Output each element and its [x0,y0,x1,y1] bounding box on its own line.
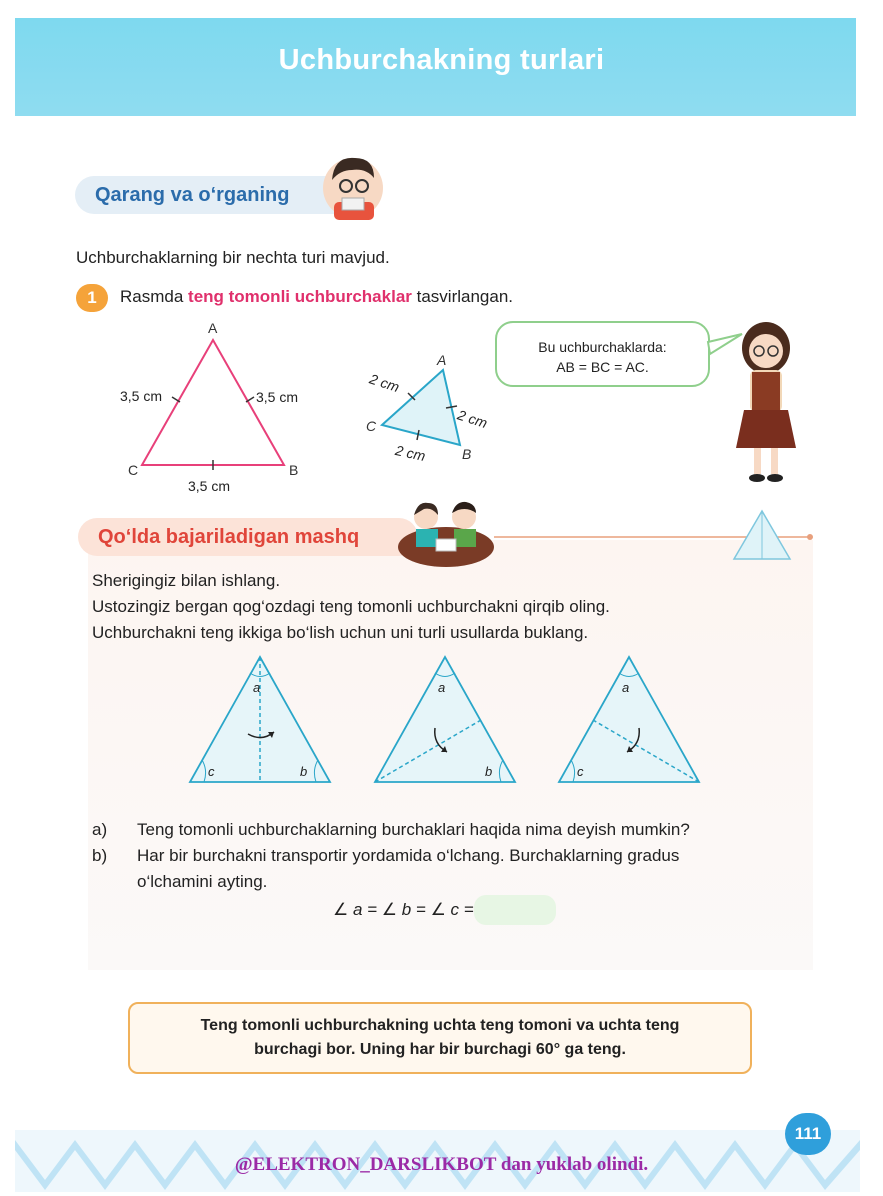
summary-line1: Teng tomonli uchburchakning uchta teng tomoni va uchta teng [200,1017,680,1034]
look-and-learn-heading [75,176,360,214]
equilateral-triangle-2 [355,350,505,470]
fold-triangle-1 [186,652,336,787]
footer-watermark: @ELEKTRON_DARSLIKBOT dan yuklab olindi. [234,1154,649,1175]
angle-a-label: a [253,680,261,695]
side-ab-label: 2 cm [455,406,490,432]
side-ca-label: 2 cm [367,370,402,396]
girl-illustration [730,318,802,490]
boy-reading-illustration [322,150,384,222]
summary-box [128,1002,752,1074]
question-b-text-1: Har bir burchakni transportir yordamida o‘lchang. Burchaklarning gradus [137,846,680,865]
side-left-label: 3,5 cm [120,388,163,404]
fold-triangle-2 [371,652,521,787]
exercise-heading-label: Qo‘lda bajariladigan mashq [98,525,360,548]
angle-b-label: b [300,764,308,779]
exercise-line3: Uchburchakni teng ikkiga bo‘lish uchun uni turli usullarda buklang. [92,623,589,642]
angle-a-label: a [438,680,446,695]
question-b-text-2: o‘lchamini ayting. [137,872,268,891]
side-cb-label: 2 cm [393,442,427,465]
speech-line1: Bu uchburchaklarda: [538,339,667,355]
vertex-b2-label: B [462,446,472,462]
item1-suffix: tasvirlangan. [411,287,514,306]
page-number: 111 [785,1113,831,1155]
vertex-a2-label: A [437,352,447,368]
vertex-b-label: B [289,462,299,478]
page-title: Uchburchakning turlari [278,44,605,76]
decor-line-triangle [494,505,816,565]
summary-line2: burchagi bor. Uning har bir burchagi 60° ga teng. [254,1041,626,1058]
speech-bubble [495,321,710,387]
item1-prefix: Rasmda [120,287,189,306]
angle-equation: ∠ a = ∠ b = ∠ c = [333,900,474,919]
look-and-learn-label: Qarang va o‘rganing [95,183,290,206]
question-b-marker: b) [92,846,108,865]
item1-text [120,284,513,310]
angle-b-label: b [485,764,493,779]
exercise-heading [78,518,418,556]
exercise-line2: Ustozingiz bergan qog‘ozdagi teng tomonli uchburchakni qirqib oling. [92,597,610,616]
angle-c-label: c [577,764,584,779]
equilateral-triangle-1 [110,318,320,498]
exercise-line1: Sherigingiz bilan ishlang. [92,571,281,590]
vertex-a-label: A [208,320,218,336]
vertex-c-label: C [128,462,139,478]
intro-text: Uchburchaklarning bir nechta turi mavjud. [76,248,390,267]
side-right-label: 3,5 cm [256,389,299,405]
question-a-marker: a) [92,820,108,839]
speech-line2: AB = BC = AC. [556,359,649,375]
item-number-badge: 1 [76,284,108,312]
angle-a-label: a [622,680,630,695]
question-a-text: Teng tomonli uchburchaklarning burchaklari haqida nima deyish mumkin? [137,820,690,839]
kids-working-illustration [398,497,494,567]
side-bottom-label: 3,5 cm [188,478,231,494]
answer-blank [474,895,556,925]
item1-highlight: teng tomonli uchburchaklar [188,287,412,306]
fold-triangle-3 [555,652,705,787]
vertex-c2-label: C [366,418,377,434]
angle-c-label: c [208,764,215,779]
